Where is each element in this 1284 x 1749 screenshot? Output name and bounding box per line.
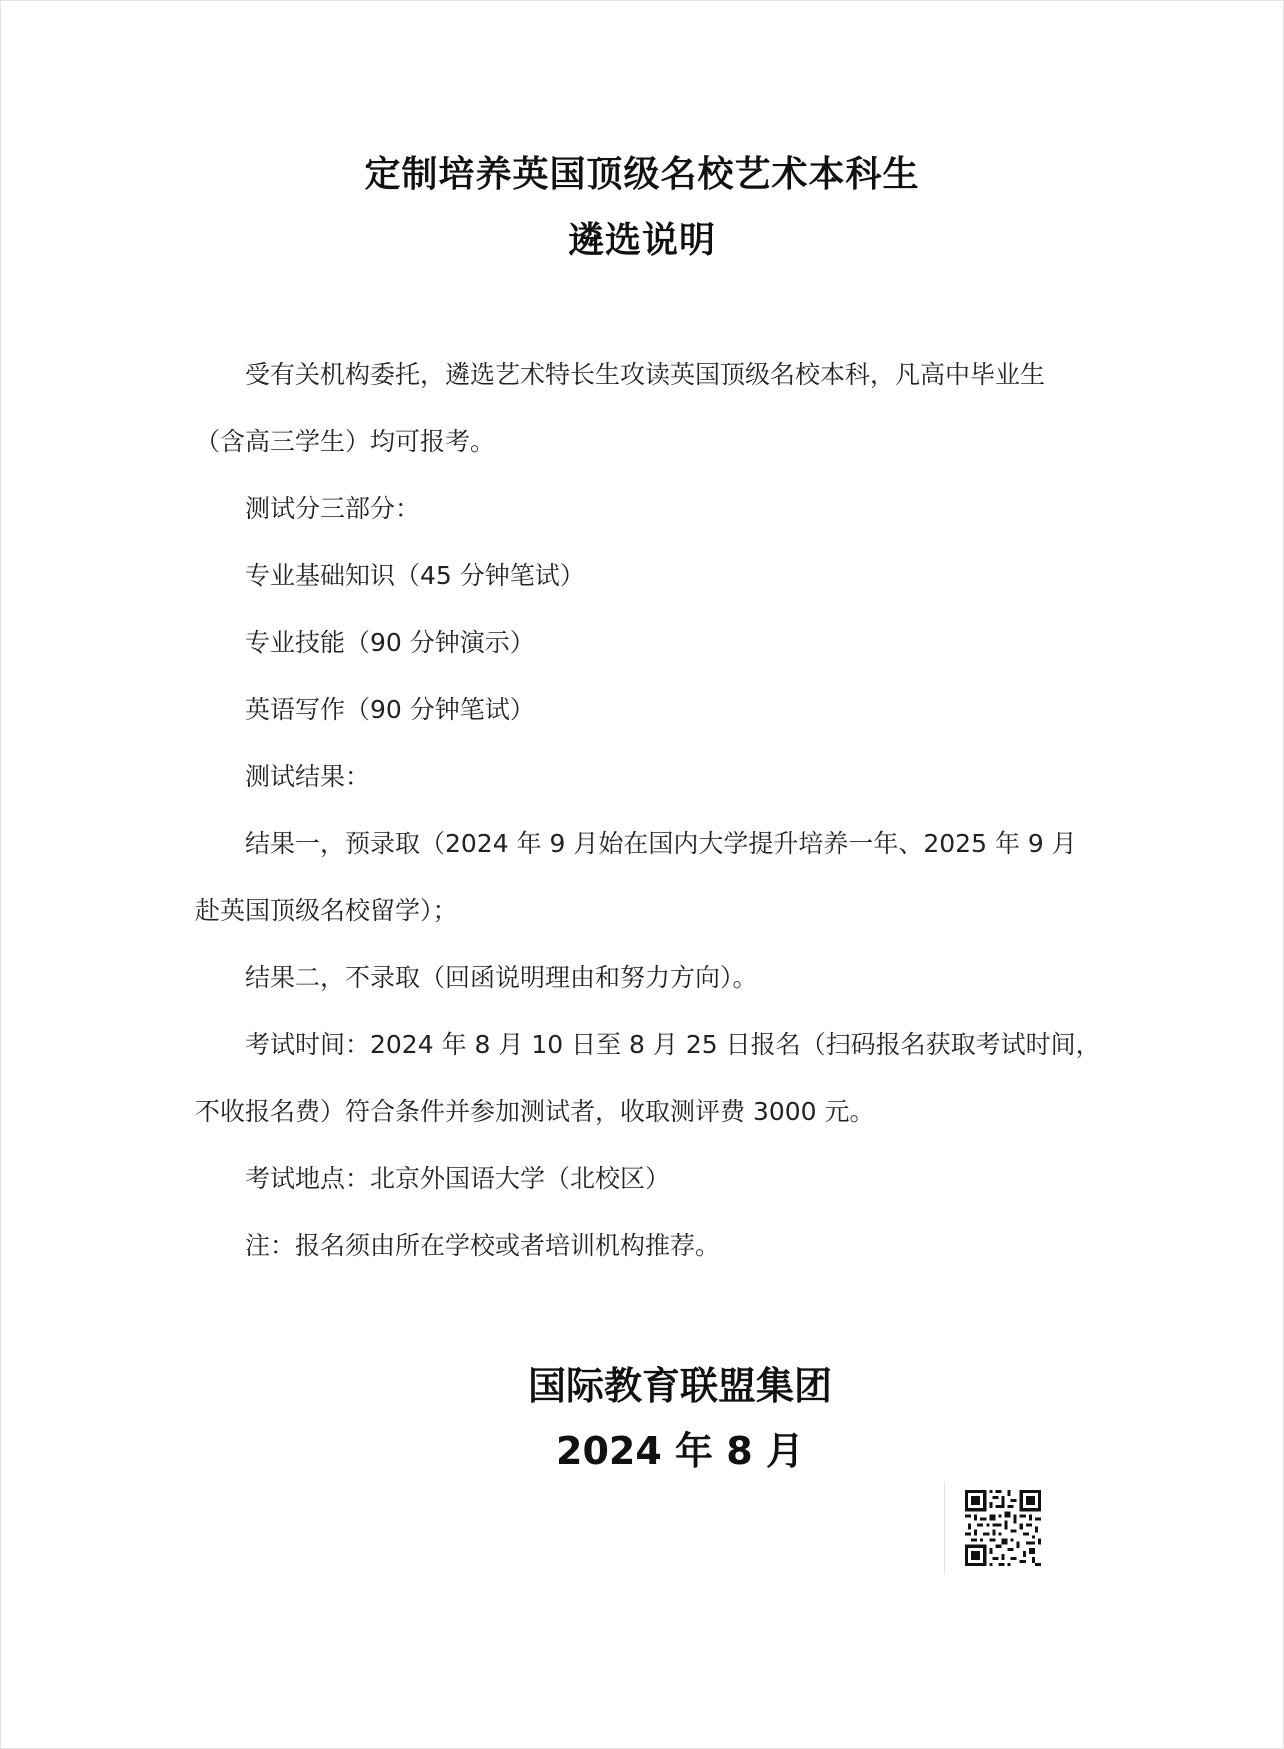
paragraph-exam-time-cont: 不收报名费）符合条件并参加测试者，收取测评费 3000 元。 xyxy=(195,1097,875,1126)
paragraph-result-1: 结果一，预录取（2024 年 9 月始在国内大学提升培养一年、2025 年 9 月 xyxy=(245,829,1077,858)
document-subtitle: 遴选说明 xyxy=(567,220,716,261)
signature-org: 国际教育联盟集团 xyxy=(527,1364,832,1408)
paragraph-note: 注：报名须由所在学校或者培训机构推荐。 xyxy=(245,1231,721,1260)
paragraph-exam-location: 考试地点：北京外国语大学（北校区） xyxy=(245,1164,671,1193)
paragraph-exam-time: 考试时间：2024 年 8 月 10 日至 8 月 25 日报名（扫码报名获取考试时间， xyxy=(245,1030,1101,1059)
qr-code xyxy=(944,1482,1045,1574)
paragraph-results-heading: 测试结果： xyxy=(245,762,371,791)
qr-code-icon xyxy=(965,1490,1041,1566)
paragraph-result-2: 结果二，不录取（回函说明理由和努力方向）。 xyxy=(245,963,758,992)
paragraph-test-parts-heading: 测试分三部分： xyxy=(245,494,421,523)
paragraph-test-part-2: 专业技能（90 分钟演示） xyxy=(245,628,535,657)
document-title: 定制培养英国顶级名校艺术本科生 xyxy=(364,154,920,195)
paragraph-result-1-cont: 赴英国顶级名校留学）； xyxy=(195,896,458,925)
paragraph-intro: 受有关机构委托，遴选艺术特长生攻读英国顶级名校本科，凡高中毕业生 xyxy=(245,360,1046,389)
paragraph-test-part-3: 英语写作（90 分钟笔试） xyxy=(245,695,535,724)
paragraph-intro-cont: （含高三学生）均可报考。 xyxy=(195,427,496,456)
signature-date: 2024 年 8 月 xyxy=(556,1429,804,1473)
paragraph-test-part-1: 专业基础知识（45 分钟笔试） xyxy=(245,561,585,590)
